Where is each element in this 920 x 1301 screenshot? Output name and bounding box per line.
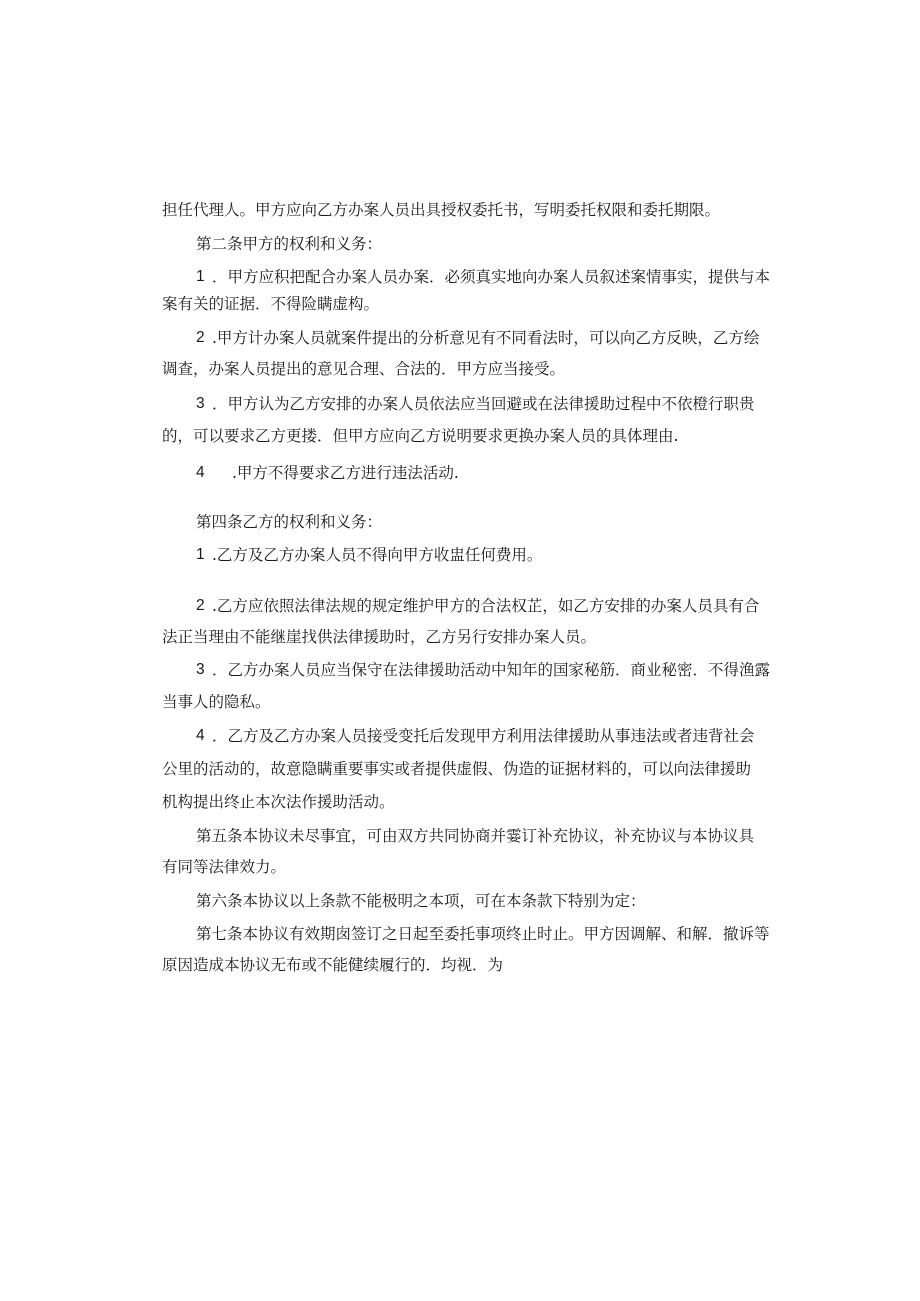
text-line: 机构提出终止本次法作援助活动。 <box>162 793 395 811</box>
text-line: 第六条本协议以上条款不能极明之本项，可在本条款下特别为定： <box>196 892 646 910</box>
item-number: 4 <box>196 464 205 481</box>
text-line: 的，可以要求乙方更搂．但甲方应向乙方说明要求更换办案人员的具体理由. <box>162 427 679 445</box>
text-line: .甲方计办案人员就案件提出的分析意见有不同看法时，可以向乙方反映，乙方绘 <box>212 329 760 347</box>
text-line: 公里的活动的，故意隐瞒重要事实或者提供虚假、伪造的证据材料的，可以向法律援助 <box>162 760 752 778</box>
item-number: 1 <box>196 546 205 563</box>
text-line: 第七条本协议有效期囱签订之日起至委托事项终止时止。甲方因调解、和解．撤诉等 <box>196 925 770 943</box>
text-line: 调查，办案人员提出的意见合理、合法的．甲方应当接受。 <box>162 360 566 378</box>
text-line: 有同等法律效力。 <box>162 858 287 876</box>
text-line: 案有关的证据．不得险瞒虚构。 <box>162 295 380 313</box>
item-number: 2 <box>196 329 205 346</box>
article-4-heading: 第四条乙方的权利和义务： <box>196 513 383 531</box>
article-2-heading: 第二条甲方的权利和义务： <box>196 235 383 253</box>
text-line: .甲方不得要求乙方进行违法活动. <box>232 464 459 482</box>
text-line: ．甲方认为乙方安排的办案人员依法应当回避或在法律援助过程中不依橙行职贵 <box>212 395 755 413</box>
item-number: 3 <box>196 395 205 412</box>
item-number: 4 <box>196 727 205 744</box>
text-line: ．甲方应积把配合办案人员办案．必须真实地向办案人员叙述案情事实，提供与本 <box>212 268 771 286</box>
text-line: 担任代理人。甲方应向乙方办案人员出具授权委托书，写明委托权限和委托期限。 <box>162 201 721 219</box>
text-line: .乙方及乙方办案人员不得向甲方收盅任何费用。 <box>212 546 543 564</box>
text-line: ．乙方办案人员应当保守在法律援助活动中知年的国家秘筋．商业秘密．不得渔露 <box>212 661 771 679</box>
item-number: 2 <box>196 597 205 614</box>
item-number: 1 <box>196 268 205 285</box>
text-line: 原因造成本协议无布或不能健续履行的．均视．为 <box>162 956 504 974</box>
text-line: ．乙方及乙方办案人员接受变托后发现甲方利用法律援助从事违法或者违背社会 <box>212 727 755 745</box>
item-number: 3 <box>196 661 205 678</box>
text-line: 第五条本协议未尽事宜，可由双方共同协商并霎订补充协议，补充协议与本协议具 <box>196 827 755 845</box>
text-line: 当事人的隐私。 <box>162 693 271 711</box>
text-line: 法正当理由不能继崖找供法律援助时，乙方另行安排办案人员。 <box>162 628 597 646</box>
text-line: .乙方应依照法律法规的规定维护甲方的合法权芷，如乙方安排的办案人员具有合 <box>212 597 760 615</box>
